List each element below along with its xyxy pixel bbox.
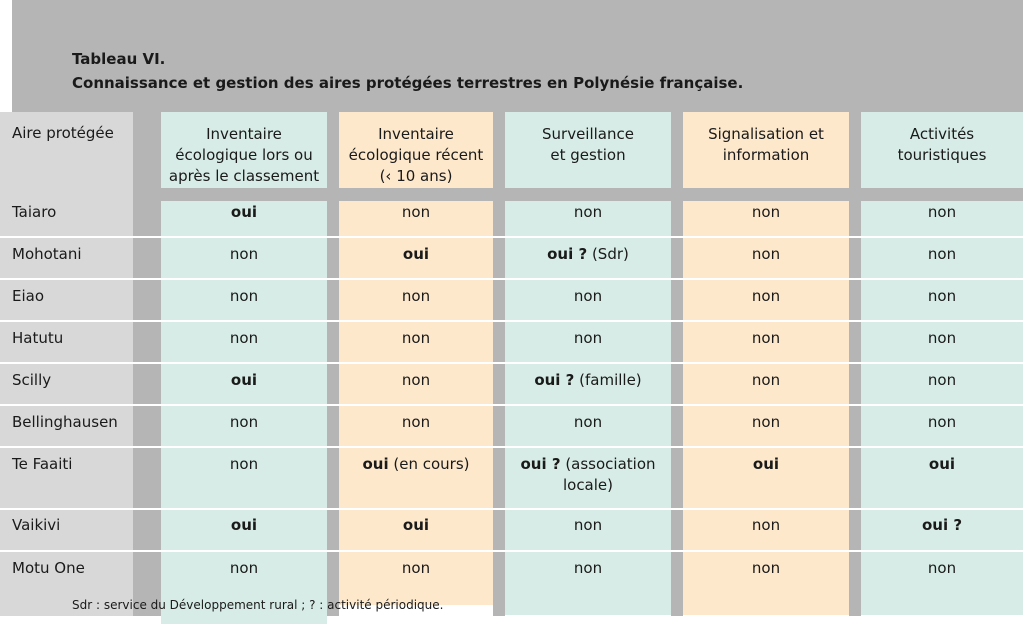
table-cell: [683, 515, 849, 536]
table-cell: [339, 286, 493, 307]
column-header-line: Activités: [909, 125, 975, 143]
table-cell: [161, 286, 327, 307]
table-cell: [861, 515, 1023, 536]
cell-value: (famille): [574, 371, 642, 389]
cell-value: non: [927, 413, 957, 431]
cell-value: non: [751, 287, 781, 305]
row-separator: [0, 404, 1023, 406]
cell-value-bold: oui: [230, 516, 258, 534]
table-cell: [339, 558, 493, 579]
column-header-line: touristiques: [897, 146, 987, 164]
table-cell: [683, 202, 849, 223]
table-cell: [339, 412, 493, 433]
column-header: [861, 124, 1023, 166]
column-header-line: Surveillance: [542, 125, 634, 143]
cell-value: non: [751, 329, 781, 347]
column-header-line: Signalisation et: [708, 125, 824, 143]
cell-value: non: [927, 371, 957, 389]
cell-value-bold: oui: [928, 455, 956, 473]
table-title: Connaissance et gestion des aires protégées terrestres en Polynésie française.: [72, 74, 744, 92]
table-cell: [161, 202, 327, 223]
table-cell: [683, 558, 849, 579]
table-cell: [683, 328, 849, 349]
column-header: [683, 124, 849, 166]
cell-value: non: [573, 287, 603, 305]
row-label: Hatutu: [12, 329, 64, 347]
cell-value-bold: oui: [402, 516, 430, 534]
table-cell: [505, 454, 671, 496]
table-cell: [505, 328, 671, 349]
table-cell: [161, 454, 327, 475]
cell-value: non: [573, 516, 603, 534]
row-header-label: Aire protégée: [12, 124, 114, 142]
cell-value: non: [401, 203, 431, 221]
row-label: Bellinghausen: [12, 413, 118, 431]
column-header-line: écologique récent: [348, 146, 484, 164]
table-cell: [861, 286, 1023, 307]
cell-value: non: [751, 203, 781, 221]
cell-value: non: [401, 371, 431, 389]
table-cell: [861, 370, 1023, 391]
cell-value: non: [229, 559, 259, 577]
column-header-line: (‹ 10 ans): [379, 167, 453, 185]
table-cell: [161, 244, 327, 265]
cell-value-bold: oui: [752, 455, 780, 473]
table-cell: [339, 202, 493, 223]
cell-value: non: [751, 516, 781, 534]
cell-value: non: [573, 203, 603, 221]
table-cell: [683, 412, 849, 433]
row-separator: [0, 362, 1023, 364]
table-cell: [505, 370, 671, 391]
cell-value-bold: oui: [230, 371, 258, 389]
table-cell: [161, 558, 327, 579]
table-cell: [505, 244, 671, 265]
table-cell: [683, 286, 849, 307]
table-cell: [861, 412, 1023, 433]
cell-value: (Sdr): [587, 245, 629, 263]
column-header-line: information: [722, 146, 810, 164]
cell-value: non: [927, 287, 957, 305]
cell-value: (en cours): [388, 455, 470, 473]
cell-value-bold: oui ?: [534, 371, 575, 389]
row-separator: [0, 278, 1023, 280]
table-cell: [161, 515, 327, 536]
table-cell: [861, 454, 1023, 475]
cell-value: non: [751, 371, 781, 389]
table-cell: [505, 515, 671, 536]
cell-value: non: [401, 287, 431, 305]
table-number: Tableau VI.: [72, 50, 166, 68]
table-cell: [861, 244, 1023, 265]
row-label: Scilly: [12, 371, 52, 389]
header-separator-band: [133, 188, 1023, 201]
column-header-line: et gestion: [550, 146, 626, 164]
row-header-column: [0, 112, 133, 616]
table-cell: [683, 454, 849, 475]
row-label: Mohotani: [12, 245, 82, 263]
table-cell: [683, 244, 849, 265]
cell-value-bold: oui ?: [547, 245, 588, 263]
row-separator: [0, 236, 1023, 238]
row-separator: [0, 508, 1023, 510]
column-header-line: écologique lors ou: [175, 146, 313, 164]
cell-value-bold: oui: [362, 455, 389, 473]
table-cell: [505, 558, 671, 579]
cell-value: non: [573, 559, 603, 577]
column-header-line: Inventaire: [378, 125, 454, 143]
cell-value-line2: locale): [562, 476, 614, 494]
cell-value: non: [229, 413, 259, 431]
column-header-line: après le classement: [168, 167, 320, 185]
cell-value: non: [751, 413, 781, 431]
table-cell: [339, 515, 493, 536]
cell-value: non: [401, 329, 431, 347]
table-cell: [339, 370, 493, 391]
cell-value: non: [229, 455, 259, 473]
row-label: Vaikivi: [12, 516, 61, 534]
cell-value: non: [927, 203, 957, 221]
row-separator: [0, 446, 1023, 448]
table-cell: [505, 286, 671, 307]
table-cell: [505, 202, 671, 223]
cell-value: non: [751, 245, 781, 263]
cell-value: non: [229, 329, 259, 347]
footnote: Sdr : service du Développement rural ; ? : activité périodique.: [72, 598, 444, 612]
cell-value: non: [927, 245, 957, 263]
cell-value: non: [401, 413, 431, 431]
cell-value: non: [927, 329, 957, 347]
column-header: [161, 124, 327, 187]
cell-value: non: [573, 329, 603, 347]
column-header: [339, 124, 493, 187]
row-label: Te Faaiti: [12, 455, 73, 473]
table-cell: [861, 558, 1023, 579]
cell-value-bold: oui: [230, 203, 258, 221]
table-cell: [161, 370, 327, 391]
cell-value-bold: oui ?: [921, 516, 963, 534]
cell-value: (association: [560, 455, 656, 473]
cell-value: non: [751, 559, 781, 577]
table-cell: [861, 328, 1023, 349]
table-cell: [339, 328, 493, 349]
table-cell: [339, 244, 493, 265]
table-cell: [161, 412, 327, 433]
cell-value: non: [401, 559, 431, 577]
row-separator: [0, 320, 1023, 322]
cell-value-bold: oui ?: [520, 455, 561, 473]
cell-value: non: [229, 245, 259, 263]
table-cell: [505, 412, 671, 433]
row-label: Eiao: [12, 287, 45, 305]
row-label: Taiaro: [12, 203, 57, 221]
cell-value: non: [927, 559, 957, 577]
table-cell: [339, 454, 493, 475]
column-header-line: Inventaire: [206, 125, 282, 143]
cell-value: non: [229, 287, 259, 305]
row-separator: [0, 550, 1023, 552]
table-cell: [861, 202, 1023, 223]
cell-value: non: [573, 413, 603, 431]
table-cell: [683, 370, 849, 391]
table-cell: [161, 328, 327, 349]
row-label: Motu One: [12, 559, 85, 577]
cell-value-bold: oui: [402, 245, 430, 263]
column-header: [505, 124, 671, 166]
